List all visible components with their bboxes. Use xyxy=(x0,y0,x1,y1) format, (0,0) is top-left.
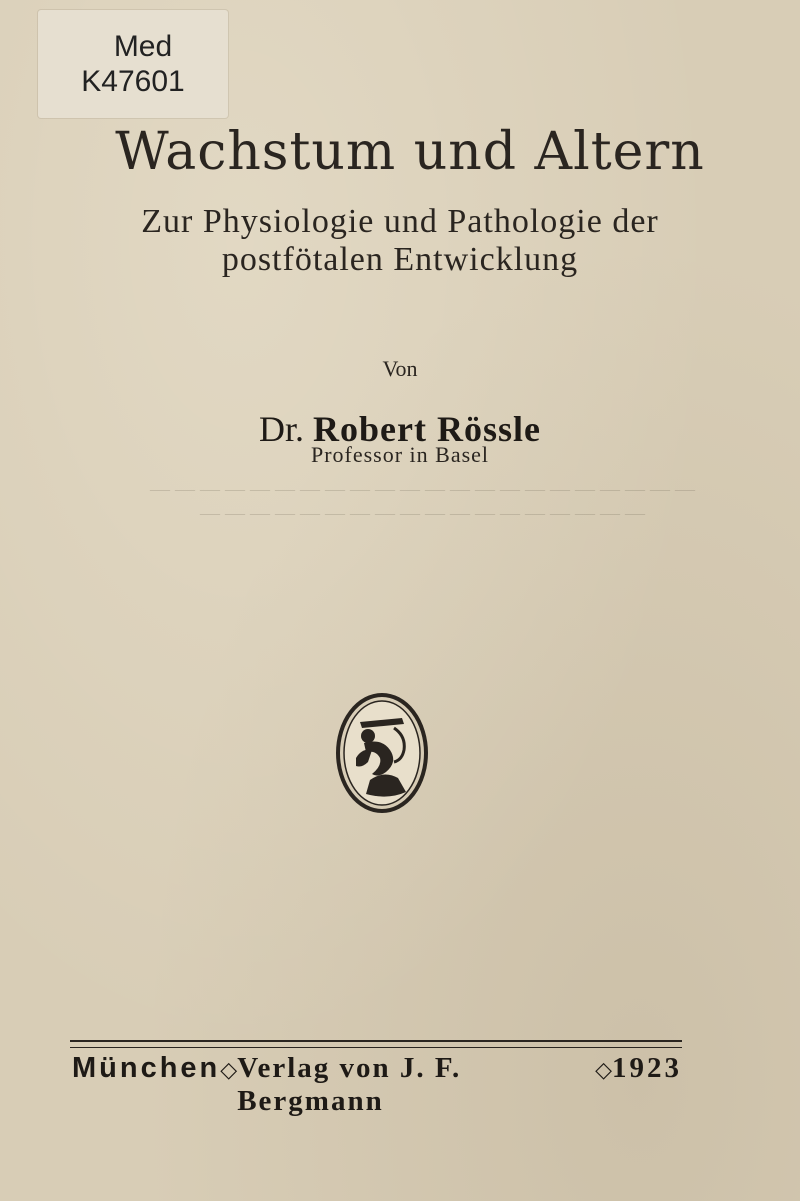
subtitle-line-2: postfötalen Entwicklung xyxy=(221,241,579,278)
label-collection: Med xyxy=(113,30,173,63)
diamond-separator-icon: ◇ xyxy=(595,1057,612,1082)
imprint-publisher: Verlag von J. F. Bergmann xyxy=(237,1052,462,1117)
author-affiliation: Professor in Basel xyxy=(310,442,490,467)
diamond-separator-icon: ◇ xyxy=(220,1057,238,1082)
book-title: Wachstum und Altern xyxy=(115,122,705,182)
byline: Von xyxy=(382,356,418,381)
subtitle-line-1: Zur Physiologie und Pathologie der xyxy=(141,203,659,240)
imprint-rule-bottom xyxy=(70,1047,682,1048)
library-label xyxy=(38,10,228,118)
show-through-text: — — — — — — — — — — — — — — — — — — xyxy=(200,502,645,524)
imprint-year: 1923 xyxy=(612,1052,682,1084)
label-call-number: K47601 xyxy=(81,65,185,98)
author-prefix: Dr. xyxy=(259,409,305,449)
imprint xyxy=(72,1052,682,1118)
imprint-city: München xyxy=(72,1052,221,1084)
author-name: Robert Rössle xyxy=(313,409,541,449)
show-through-text: — — — — — — — — — — — — — — — — — — — — — — xyxy=(150,478,695,500)
publisher-emblem-icon xyxy=(332,688,432,818)
imprint-rule-top xyxy=(70,1040,682,1042)
